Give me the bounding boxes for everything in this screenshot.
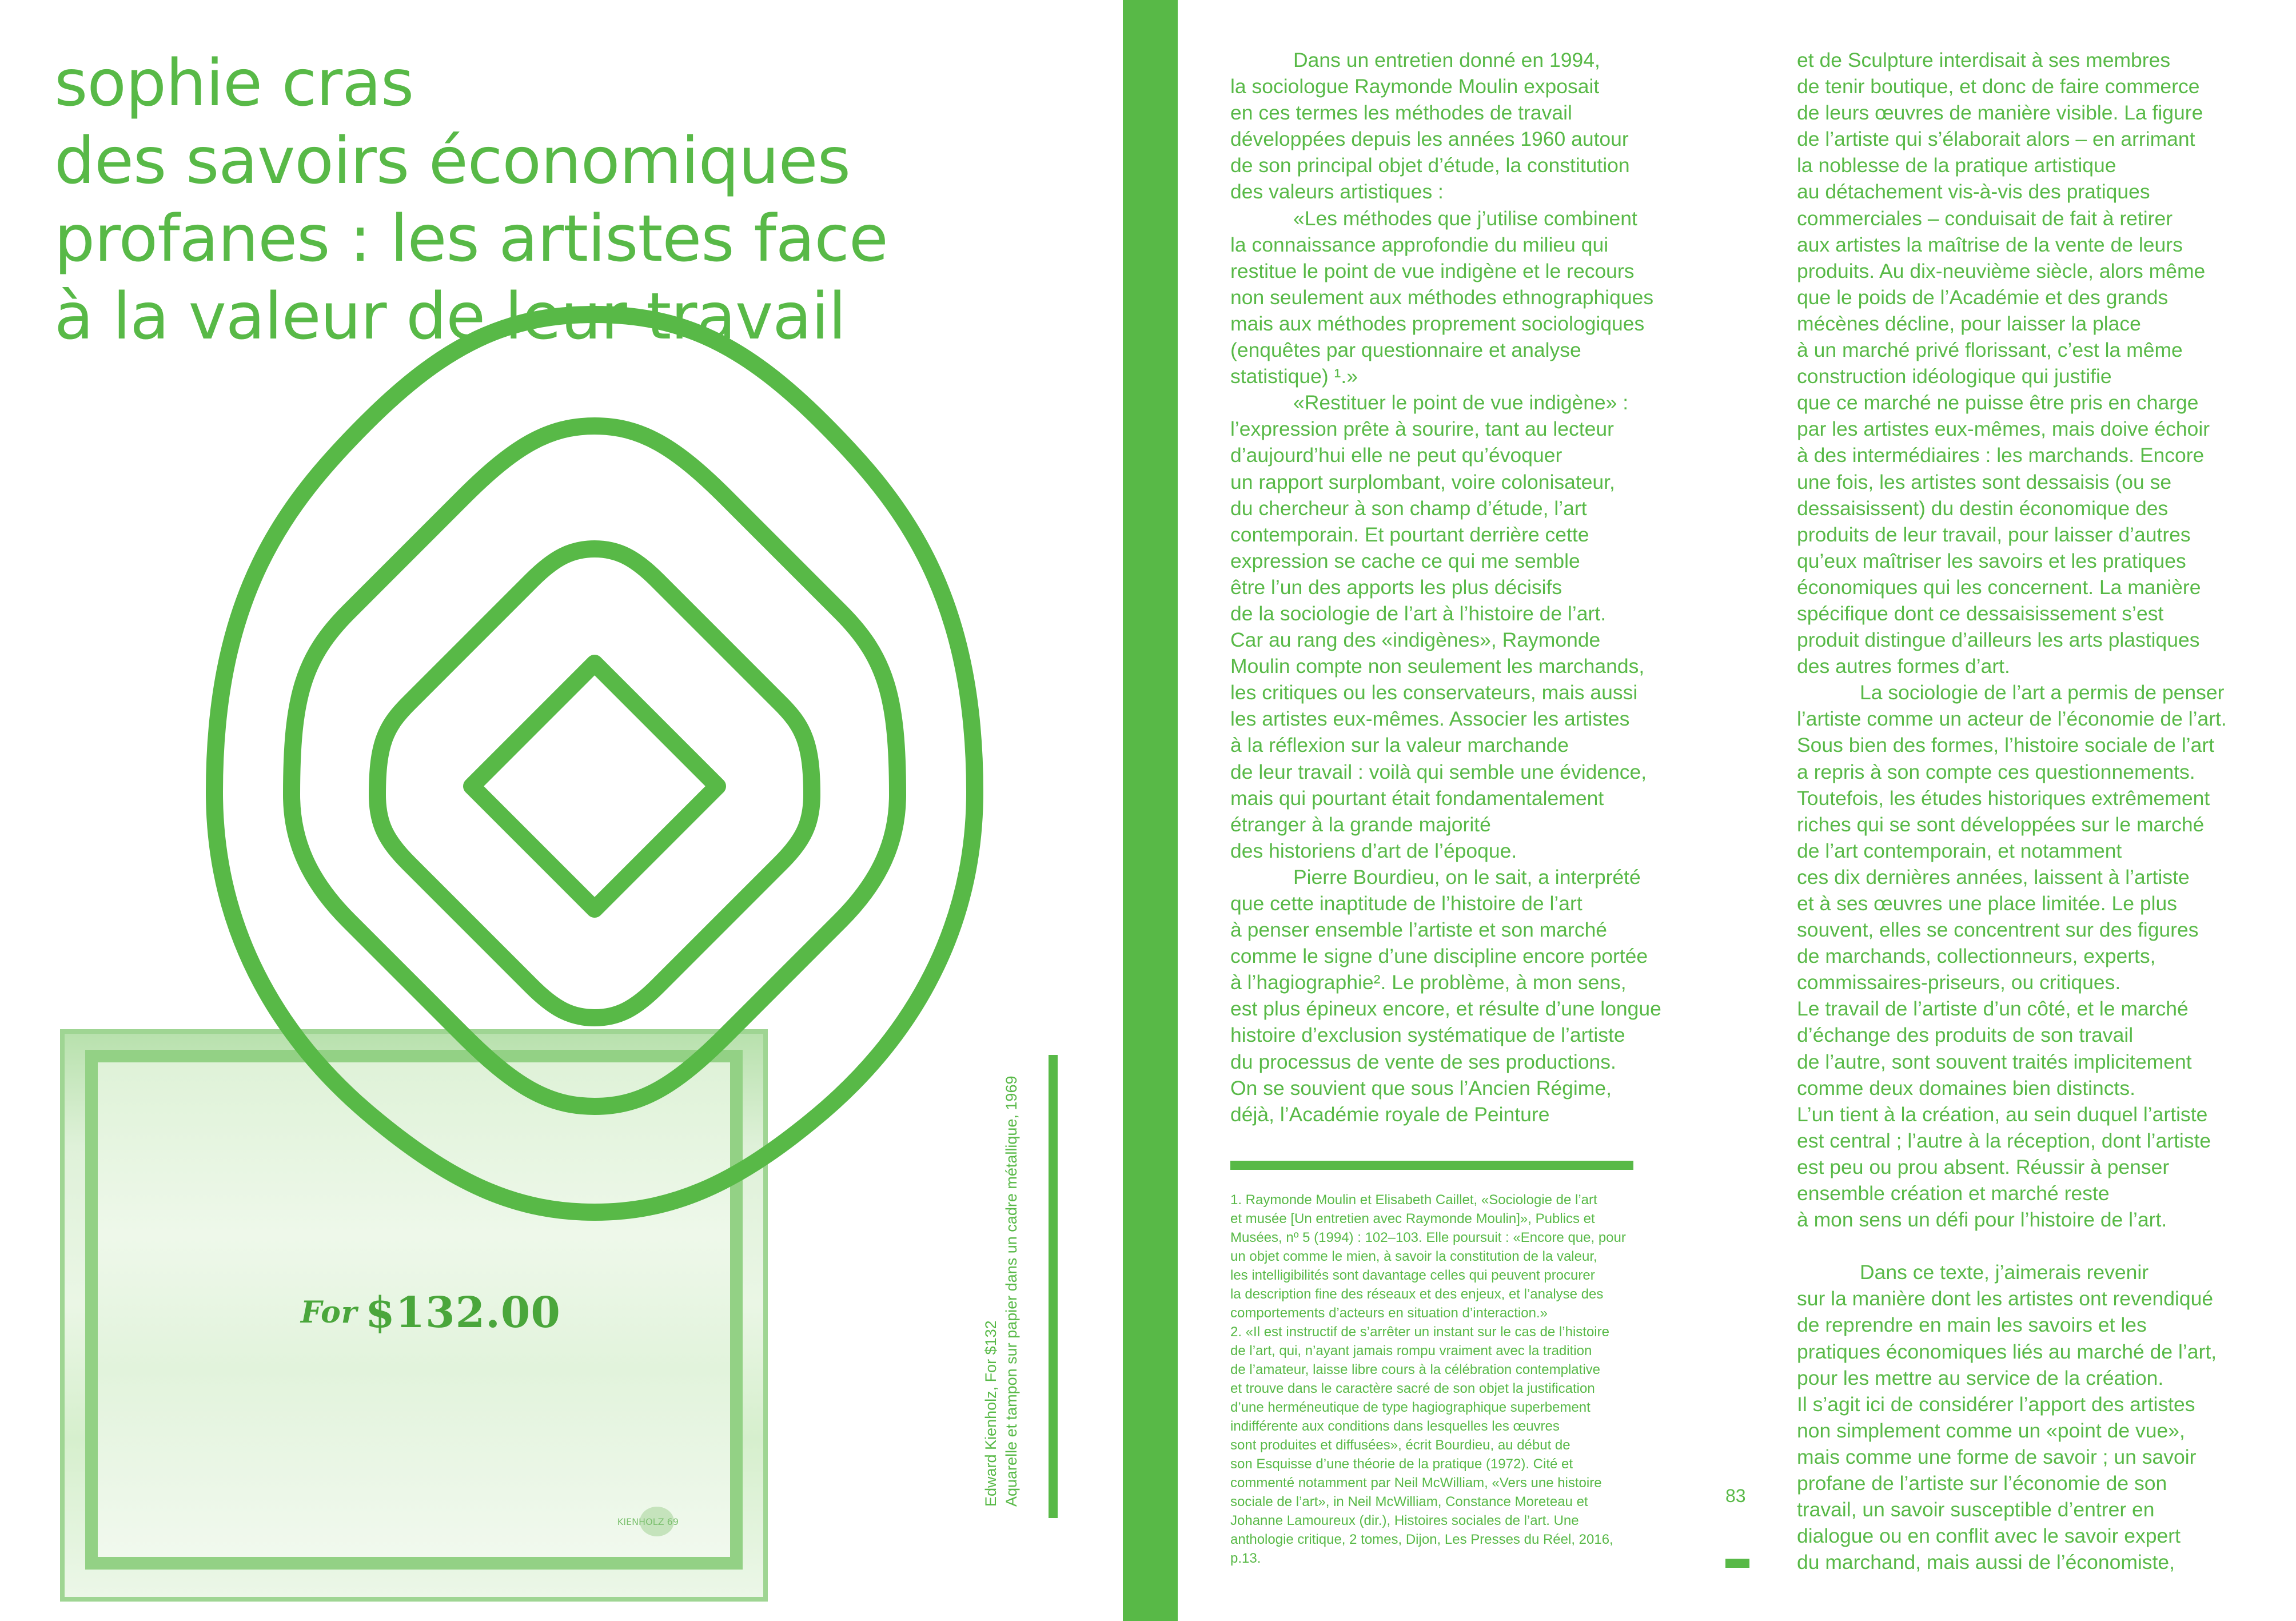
footnotes-rule xyxy=(1230,1161,1633,1170)
body-line: l’artiste comme un acteur de l’économie de l’art. xyxy=(1797,707,2227,731)
body-line: riches qui se sont développées sur le marché xyxy=(1797,813,2205,836)
body-line: spécifique dont ce dessaisissement s’est xyxy=(1797,602,2164,625)
body-line: non simplement comme un «point de vue», xyxy=(1797,1419,2185,1442)
body-line: Dans ce texte, j’aimerais revenir xyxy=(1860,1261,2149,1284)
body-line: à des intermédiaires : les marchands. Encore xyxy=(1797,444,2205,467)
body-line: à penser ensemble l’artiste et son marché xyxy=(1230,918,1608,942)
page-number: 83 xyxy=(1725,1485,1746,1506)
body-line: comme deux domaines bien distincts. xyxy=(1797,1076,2135,1100)
body-line: commerciales – conduisait de fait à retirer xyxy=(1797,206,2173,230)
body-line: étranger à la grande majorité xyxy=(1230,813,1491,836)
caption-rule xyxy=(1049,1055,1058,1518)
body-line: une fois, les artistes sont dessaisis (ou se xyxy=(1797,470,2172,493)
body-line: les artistes eux-mêmes. Associer les artistes xyxy=(1230,707,1630,731)
body-line: comme le signe d’une discipline encore portée xyxy=(1230,945,1648,968)
caption-medium: Aquarelle et tampon sur papier dans un cadre métallique, 1969 xyxy=(1003,1076,1020,1507)
body-line: l’expression prête à sourire, tant au lecteur xyxy=(1230,417,1614,441)
body-line: mais qui pourtant était fondamentalement xyxy=(1230,786,1604,810)
footnote-line: sont produites et diffusées», écrit Bourdieu, au début de xyxy=(1230,1437,1570,1453)
body-line: des autres formes d’art. xyxy=(1797,655,2010,678)
body-line: être l’un des apports les plus décisifs xyxy=(1230,575,1562,599)
footnotes xyxy=(1230,1190,1665,1568)
body-line: Toutefois, les études historiques extrêmement xyxy=(1797,786,2210,810)
body-line: d’aujourd’hui elle ne peut qu’évoquer xyxy=(1230,444,1562,467)
footnote-line: Musées, nº 5 (1994) : 102–103. Elle poursuit : «Encore que, pour xyxy=(1230,1230,1626,1245)
footnote-line: les intelligibilités sont davantage celles qui peuvent procurer xyxy=(1230,1268,1595,1283)
body-line: construction idéologique qui justifie xyxy=(1797,365,2112,388)
body-line: statistique) ¹.» xyxy=(1230,365,1358,388)
concentric-target-graphic xyxy=(0,0,1143,1621)
body-line: que ce marché ne puisse être pris en charge xyxy=(1797,391,2199,415)
body-line: un rapport surplombant, voire colonisateur, xyxy=(1230,470,1615,493)
target-ring-outer xyxy=(214,314,975,1212)
title-line: à la valeur de leur travail xyxy=(54,280,846,354)
body-line: à mon sens un défi pour l’histoire de l’art. xyxy=(1797,1208,2167,1232)
body-line: produits de leur travail, pour laisser d’autres xyxy=(1797,523,2191,546)
body-line: Dans un entretien donné en 1994, xyxy=(1293,49,1600,71)
body-line: de l’autre, sont souvent traités implicitement xyxy=(1797,1050,2192,1073)
body-line: la noblesse de la pratique artistique xyxy=(1797,154,2116,177)
footnote-line: et trouve dans le caractère sacré de son objet la justification xyxy=(1230,1381,1595,1396)
footnote-line: anthologie critique, 2 tomes, Dijon, Les Presses du Réel, 2016, xyxy=(1230,1532,1613,1547)
body-line: des valeurs artistiques : xyxy=(1230,180,1444,204)
body-line: du processus de vente de ses productions. xyxy=(1230,1050,1616,1073)
body-line: que le poids de l’Académie et des grands xyxy=(1797,285,2169,309)
footnote-line: sociale de l’art», in Neil McWilliam, Constance Moreteau et xyxy=(1230,1494,1588,1510)
body-line: d’échange des produits de son travail xyxy=(1797,1023,2134,1047)
footnote-line: indifférente aux conditions dans lesquelles les œuvres xyxy=(1230,1419,1560,1434)
body-line: au détachement vis-à-vis des pratiques xyxy=(1797,180,2150,204)
body-line: Sous bien des formes, l’histoire sociale de l’art xyxy=(1797,734,2215,757)
body-line: de leurs œuvres de manière visible. La figure xyxy=(1797,101,2203,125)
spine-bar xyxy=(1123,0,1178,1621)
footnote-line: Johanne Lamoureux (dir.), Histoires sociales de l’art. Une xyxy=(1230,1513,1579,1528)
body-line: du chercheur à son champ d’étude, l’art xyxy=(1230,496,1587,520)
body-line: mais aux méthodes proprement sociologiques xyxy=(1230,312,1645,335)
body-line: la sociologue Raymonde Moulin exposait xyxy=(1230,75,1600,98)
body-line: contemporain. Et pourtant derrière cette xyxy=(1230,523,1589,546)
body-line: expression se cache ce qui me semble xyxy=(1230,549,1580,572)
footnote-line: la description fine des réseaux et des enjeux, et l’analyse des xyxy=(1230,1287,1604,1302)
body-line: est plus épineux encore, et résulte d’une longue xyxy=(1230,997,1661,1021)
body-line: restitue le point de vue indigène et le recours xyxy=(1230,259,1635,282)
body-line: de leur travail : voilà qui semble une évidence, xyxy=(1230,760,1647,783)
body-line: économiques qui les concernent. La manière xyxy=(1797,575,2201,599)
body-line: qu’eux maîtriser les savoirs et les pratiques xyxy=(1797,549,2186,572)
body-line: de reprendre en main les savoirs et les xyxy=(1797,1313,2147,1337)
body-line: commissaires-priseurs, ou critiques. xyxy=(1797,971,2121,994)
target-ring-inner xyxy=(377,549,812,1018)
body-line: que cette inaptitude de l’histoire de l’art xyxy=(1230,892,1583,915)
body-line: de tenir boutique, et donc de faire commerce xyxy=(1797,75,2200,98)
footnote-line: d’une herméneutique de type hagiographique superbement xyxy=(1230,1400,1591,1415)
author-name: sophie cras xyxy=(54,46,414,121)
body-line: ces dix dernières années, laissent à l’artiste xyxy=(1797,865,2190,889)
body-line: la connaissance approfondie du milieu qui xyxy=(1230,233,1609,256)
footnote-line: un objet comme le mien, à savoir la constitution de la valeur, xyxy=(1230,1249,1597,1264)
body-line: mécènes décline, pour laisser la place xyxy=(1797,312,2141,335)
body-line: Car au rang des «indigènes», Raymonde xyxy=(1230,628,1601,652)
text-column-right xyxy=(1797,47,2254,1575)
body-line: aux artistes la maîtrise de la vente de leurs xyxy=(1797,233,2183,256)
price-prefix: For xyxy=(301,1295,358,1330)
footnote-line: 2. «Il est instructif de s’arrêter un instant sur le cas de l’histoire xyxy=(1230,1324,1609,1340)
body-line: et de Sculpture interdisait à ses membres xyxy=(1797,49,2171,71)
footnote-line: son Esquisse d’une théorie de la pratique (1972). Cité et xyxy=(1230,1456,1573,1472)
body-line: de son principal objet d’étude, la constitution xyxy=(1230,154,1630,177)
body-line: de l’artiste qui s’élaborait alors – en arrimant xyxy=(1797,128,2195,151)
footnote-line: de l’amateur, laisse libre cours à la célébration contemplative xyxy=(1230,1362,1601,1377)
body-line: du marchand, mais aussi de l’économiste, xyxy=(1797,1551,2175,1574)
footnote-line: p.13. xyxy=(1230,1551,1261,1566)
artist-signature: KIENHOLZ 69 xyxy=(617,1516,679,1527)
footnote-line: comportements d’acteurs en situation d’interaction.» xyxy=(1230,1305,1548,1321)
body-line: «Les méthodes que j’utilise combinent xyxy=(1293,206,1637,230)
body-line: «Restituer le point de vue indigène» : xyxy=(1293,391,1629,415)
body-line: et à ses œuvres une place limitée. Le plus xyxy=(1797,892,2177,915)
body-line: pratiques économiques liés au marché de l’art, xyxy=(1797,1340,2217,1363)
body-line: Moulin compte non seulement les marchands, xyxy=(1230,655,1645,678)
body-line: à la réflexion sur la valeur marchande xyxy=(1230,734,1569,757)
body-line: à l’hagiographie². Le problème, à mon sens, xyxy=(1230,971,1627,994)
body-line: pour les mettre au service de la création. xyxy=(1797,1366,2164,1389)
body-line: souvent, elles se concentrent sur des figures xyxy=(1797,918,2199,942)
body-line: On se souvient que sous l’Ancien Régime, xyxy=(1230,1076,1612,1100)
body-line: produit distingue d’ailleurs les arts plastiques xyxy=(1797,628,2200,652)
text-column-left xyxy=(1230,47,1688,1128)
footnote-line: commenté notamment par Neil McWilliam, «Vers une histoire xyxy=(1230,1475,1602,1491)
body-line: a repris à son compte ces questionnements. xyxy=(1797,760,2195,783)
body-line: mais comme une forme de savoir ; un savoir xyxy=(1797,1445,2197,1468)
body-line: L’un tient à la création, au sein duquel l’artiste xyxy=(1797,1102,2208,1126)
body-line: de l’art contemporain, et notamment xyxy=(1797,839,2122,862)
body-line: dessaisissent) du destin économique des xyxy=(1797,496,2169,520)
body-line: des historiens d’art de l’époque. xyxy=(1230,839,1517,862)
body-line: sur la manière dont les artistes ont revendiqué xyxy=(1797,1287,2214,1311)
body-line: La sociologie de l’art a permis de penser xyxy=(1860,681,2225,704)
price-value: $132.00 xyxy=(365,1288,561,1337)
body-line: est central ; l’autre à la réception, dont l’artiste xyxy=(1797,1129,2211,1152)
body-line: de marchands, collectionneurs, experts, xyxy=(1797,945,2156,968)
footnote-line: de l’art, qui, n’ayant jamais rompu vraiment avec la tradition xyxy=(1230,1343,1592,1359)
body-line: les critiques ou les conservateurs, mais aussi xyxy=(1230,681,1638,704)
body-line: ensemble création et marché reste xyxy=(1797,1182,2110,1205)
body-line: (enquêtes par questionnaire et analyse xyxy=(1230,338,1581,362)
body-line: Le travail de l’artiste d’un côté, et le marché xyxy=(1797,997,2189,1021)
body-line: à un marché privé florissant, c’est la même xyxy=(1797,338,2183,362)
body-line: histoire d’exclusion systématique de l’artiste xyxy=(1230,1023,1625,1047)
figure-caption xyxy=(980,1026,1022,1507)
body-line: développées depuis les années 1960 autour xyxy=(1230,128,1629,151)
caption-credit: Edward Kienholz, For $132 xyxy=(982,1320,999,1507)
target-diamond-center xyxy=(472,663,718,909)
body-line: non seulement aux méthodes ethnographiques xyxy=(1230,285,1654,309)
body-line: est peu ou prou absent. Réussir à penser xyxy=(1797,1155,2170,1178)
page-marker xyxy=(1725,1559,1749,1568)
footnote-line: 1. Raymonde Moulin et Elisabeth Caillet, «Sociologie de l’art xyxy=(1230,1192,1597,1208)
title-line: profanes : les artistes face xyxy=(54,202,888,276)
body-line: produits. Au dix-neuvième siècle, alors même xyxy=(1797,259,2206,282)
footnote-line: et musée [Un entretien avec Raymonde Moulin]», Publics et xyxy=(1230,1211,1595,1226)
body-line: en ces termes les méthodes de travail xyxy=(1230,101,1572,125)
body-line: Il s’agit ici de considérer l’apport des artistes xyxy=(1797,1392,2195,1416)
title-line: des savoirs économiques xyxy=(54,124,850,198)
body-line: déjà, l’Académie royale de Peinture xyxy=(1230,1102,1550,1126)
body-line: travail, un savoir susceptible d’entrer en xyxy=(1797,1498,2155,1522)
body-line: Pierre Bourdieu, on le sait, a interprété xyxy=(1293,865,1641,889)
body-line: de la sociologie de l’art à l’histoire de l’art. xyxy=(1230,602,1607,625)
body-line: par les artistes eux-mêmes, mais doive échoir xyxy=(1797,417,2210,441)
body-line: profane de l’artiste sur l’économie de son xyxy=(1797,1471,2167,1495)
body-line: dialogue ou en conflit avec le savoir expert xyxy=(1797,1524,2181,1548)
